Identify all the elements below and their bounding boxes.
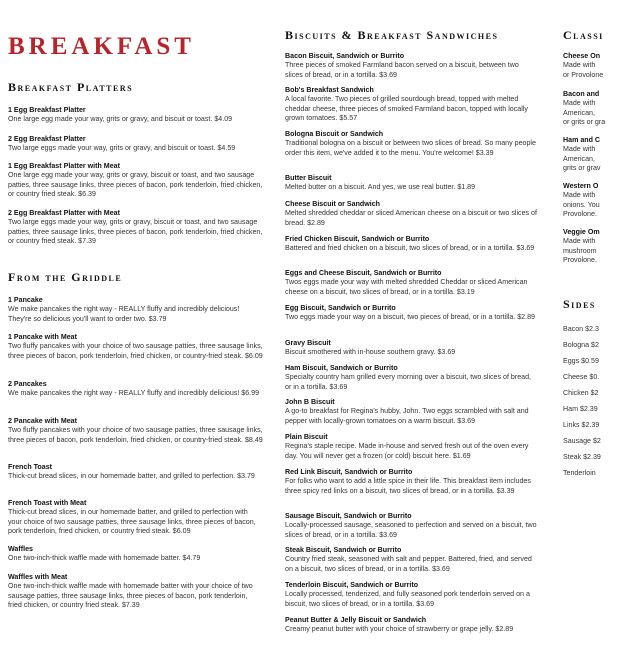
item-desc: A local favorite. Two pieces of grilled sourdough bread, topped with melted cheddar cheese, three pieces of smoked Farmland bacon, topped with locally grown tomatoes. $5.57 — [285, 95, 528, 122]
item-name: John B Biscuit — [285, 398, 335, 406]
menu-item — [563, 136, 623, 173]
item-desc: Specialty country ham grilled every morning over a biscuit, two slices of bread, or in a tortilla. $3.69 — [285, 373, 532, 391]
section-heading-classic: Classi — [563, 28, 604, 42]
side-item: Chicken $2 — [563, 389, 599, 397]
menu-item — [285, 52, 538, 80]
menu-item — [285, 235, 538, 254]
item-name: 1 Pancake — [8, 296, 43, 304]
item-desc: Creamy peanut butter with your choice of strawberry or grape jelly. $2.89 — [285, 625, 514, 634]
item-desc: We make pancakes the right way - REALLY fluffy and incredibly delicious! They're so delicious you'll want to order two. $3.79 — [8, 305, 240, 323]
item-name: Peanut Butter & Jelly Biscuit or Sandwich — [285, 616, 427, 624]
item-desc: Locally processed, tenderized, and fully seasoned pork tenderloin served on a biscuit, two slices of bread, or in a tortilla. $3.69 — [285, 590, 530, 608]
item-name: 2 Pancake with Meat — [8, 417, 77, 425]
item-desc: Two large eggs made your way, grits or gravy, and biscuit or toast. $4.59 — [8, 144, 236, 153]
item-desc: Regina's staple recipe. Made in-house and served fresh out of the oven every day. You will never get a frozen (or cold) biscuit here. $1.69 — [285, 442, 529, 460]
menu-item — [285, 364, 538, 392]
item-name: Steak Biscuit, Sandwich or Burrito — [285, 546, 402, 554]
item-name: Bob's Breakfast Sandwich — [285, 86, 374, 94]
item-desc: Melted butter on a biscuit. And yes, we use real butter. $1.89 — [285, 183, 476, 192]
item-name: Bacon Biscuit, Sandwich or Burrito — [285, 52, 405, 60]
item-desc: Locally-processed sausage, seasoned to perfection and served on a biscuit, two slices of bread, or in a tortilla. $3.69 — [285, 521, 537, 539]
menu-item — [8, 573, 263, 610]
item-desc: One large egg made your way, grits or gravy, and biscuit or toast. $4.09 — [8, 115, 233, 124]
item-desc: A go-to breakfast for Regina's hubby, John. Two eggs scrambled with salt and pepper with locally-grown tomatoes on a warm biscuit. $3.69 — [285, 407, 529, 425]
menu-item — [8, 333, 263, 361]
menu-item — [563, 52, 623, 80]
item-name: Egg Biscuit, Sandwich or Burrito — [285, 304, 396, 312]
item-name: 1 Egg Breakfast Platter — [8, 106, 86, 114]
menu-item — [285, 616, 538, 635]
item-name: Plain Biscuit — [285, 433, 328, 441]
item-desc: Thick-cut bread slices, in our homemade batter, and grilled to perfection with your choice of two sausage patties, three sausage links, three pieces of bacon, pork tenderloin, fried chicken, or country fried steak. $6.09 — [8, 508, 256, 535]
item-desc: Twos eggs made your way with melted shredded Cheddar or sliced American cheese on a biscuit, two slices of bread, or in a tortilla. $3.19 — [285, 278, 528, 296]
menu-item — [8, 380, 263, 399]
menu-item — [8, 135, 263, 154]
side-item: Ham $2.39 — [563, 405, 598, 413]
menu-item — [563, 228, 623, 265]
item-name: Veggie Om — [563, 228, 600, 236]
menu-item — [285, 581, 538, 609]
item-name: Butter Biscuit — [285, 174, 332, 182]
item-desc: One two-inch-thick waffle made with homemade batter with your choice of two sausage patties, three sausage links, three pieces of bacon, pork tenderloin, fried chicken, or country fried steak. $7.39 — [8, 582, 253, 609]
item-name: Western O — [563, 182, 599, 190]
section-heading-platters: Breakfast Platters — [8, 80, 134, 94]
menu-item — [285, 433, 538, 461]
item-desc: Made with American, or grits or gra — [563, 99, 606, 126]
menu-item — [8, 463, 263, 482]
side-item: Sausage $2 — [563, 437, 601, 445]
item-name: 1 Egg Breakfast Platter with Meat — [8, 162, 120, 170]
menu-item — [285, 546, 538, 574]
item-desc: Thick-cut bread slices, in our homemade batter, and grilled to perfection. $3.79 — [8, 472, 255, 481]
item-name: 1 Pancake with Meat — [8, 333, 77, 341]
item-desc: Made with mushroom Provolone. — [563, 237, 597, 264]
side-item: Eggs $0.59 — [563, 357, 599, 365]
item-name: 2 Egg Breakfast Platter with Meat — [8, 209, 120, 217]
item-desc: Two eggs made your way on a biscuit, two pieces of bread, or in a tortilla. $2.89 — [285, 313, 535, 322]
side-item: Steak $2.39 — [563, 453, 601, 461]
item-name: Bologna Biscuit or Sandwich — [285, 130, 384, 138]
item-name: 2 Egg Breakfast Platter — [8, 135, 86, 143]
item-name: Gravy Biscuit — [285, 339, 331, 347]
item-desc: One two-inch-thick waffle made with homemade batter. $4.79 — [8, 554, 201, 563]
item-desc: We make pancakes the right way - REALLY fluffy and incredibly delicious! $6.99 — [8, 389, 260, 398]
side-item: Cheese $0. — [563, 373, 600, 381]
item-desc: Made with or Provolone — [563, 61, 604, 79]
item-name: 2 Pancakes — [8, 380, 47, 388]
item-name: Ham and C — [563, 136, 601, 144]
menu-item — [8, 545, 263, 564]
section-heading-sides: Sides — [563, 297, 596, 311]
item-desc: Country fried steak, seasoned with salt and pepper. Battered, fried, and served on a biscuit, two slices of bread, or in a tortilla. $3.69 — [285, 555, 532, 573]
item-desc: Three pieces of smoked Farmland bacon served on a biscuit, between two slices of bread, or in a tortilla. $3.69 — [285, 61, 519, 79]
item-name: Waffles with Meat — [8, 573, 68, 581]
menu-item — [285, 174, 538, 193]
side-item: Bacon $2.3 — [563, 325, 599, 333]
item-name: French Toast — [8, 463, 53, 471]
menu-item — [285, 269, 538, 297]
item-desc: Traditional bologna on a biscuit or between two slices of bread. So many people order this item, we've added it to the menu. You're welcome! $3.39 — [285, 139, 536, 157]
menu-item — [8, 417, 263, 445]
menu-item — [563, 182, 623, 219]
item-name: Bacon and — [563, 90, 600, 98]
item-desc: Made with American, grits or grav — [563, 145, 601, 172]
column-right-cropped — [563, 0, 623, 650]
item-name: Red Link Biscuit, Sandwich or Burrito — [285, 468, 413, 476]
side-item: Tenderloin — [563, 469, 596, 477]
item-name: Waffles — [8, 545, 33, 553]
side-item: Links $2.39 — [563, 421, 600, 429]
section-heading-biscuits: Biscuits & Breakfast Sandwiches — [285, 28, 499, 42]
section-heading-griddle: From the Griddle — [8, 270, 123, 284]
side-item: Bologna $2 — [563, 341, 599, 349]
item-desc: Made with onions. You Provolone. — [563, 191, 600, 218]
item-desc: Two fluffy pancakes with your choice of two sausage patties, three sausage links, three pieces of bacon, pork tenderloin, fried chicken, or country-fried steak. $8.49 — [8, 426, 263, 444]
menu-item — [285, 86, 538, 123]
menu-item — [285, 130, 538, 158]
menu-item — [285, 200, 538, 228]
item-name: French Toast with Meat — [8, 499, 87, 507]
menu-item — [8, 209, 263, 246]
item-desc: One large egg made your way, grits or gravy, biscuit or toast, and two sausage patties, three sausage links, three pieces of bacon, pork tenderloin, fried chicken, or country fried steak. $6.39 — [8, 171, 263, 198]
menu-title: BREAKFAST — [8, 33, 195, 60]
menu-item — [285, 512, 538, 540]
item-desc: Two fluffy pancakes with your choice of two sausage patties, three sausage links, three pieces of bacon, pork tenderloin, fried chicken, or country-fried steak. $6.09 — [8, 342, 263, 360]
item-name: Cheese Biscuit or Sandwich — [285, 200, 381, 208]
menu-item — [8, 106, 263, 125]
item-name: Eggs and Cheese Biscuit, Sandwich or Burrito — [285, 269, 442, 277]
item-desc: Melted shredded cheddar or sliced American cheese on a biscuit or two slices of bread. $2.89 — [285, 209, 537, 227]
item-desc: For folks who want to add a little spice in their life. This breakfast item includes three spicy red links on a biscuit, two slices of bread, or in a tortilla. $3.39 — [285, 477, 531, 495]
menu-item — [285, 468, 538, 496]
menu-item — [563, 90, 623, 127]
item-desc: Biscuit smothered with in-house southern gravy. $3.69 — [285, 348, 456, 357]
menu-item — [8, 296, 263, 324]
item-name: Ham Biscuit, Sandwich or Burrito — [285, 364, 398, 372]
item-name: Tenderloin Biscuit, Sandwich or Burrito — [285, 581, 419, 589]
item-desc: Battered and fried chicken on a biscuit, two slices of bread, or in a tortilla. $3.69 — [285, 244, 535, 253]
item-desc: Two large eggs made your way, grits or gravy, biscuit or toast, and two sausage patties, three sausage links, three pieces of bacon, pork tenderloin, fried chicken, or country fried steak. $7.39 — [8, 218, 263, 245]
item-name: Sausage Biscuit, Sandwich or Burrito — [285, 512, 412, 520]
item-name: Fried Chicken Biscuit, Sandwich or Burrito — [285, 235, 430, 243]
menu-item — [285, 398, 538, 426]
item-name: Cheese On — [563, 52, 601, 60]
menu-item — [285, 304, 538, 323]
menu-item — [8, 162, 263, 199]
menu-item — [8, 499, 263, 536]
menu-item — [285, 339, 538, 358]
